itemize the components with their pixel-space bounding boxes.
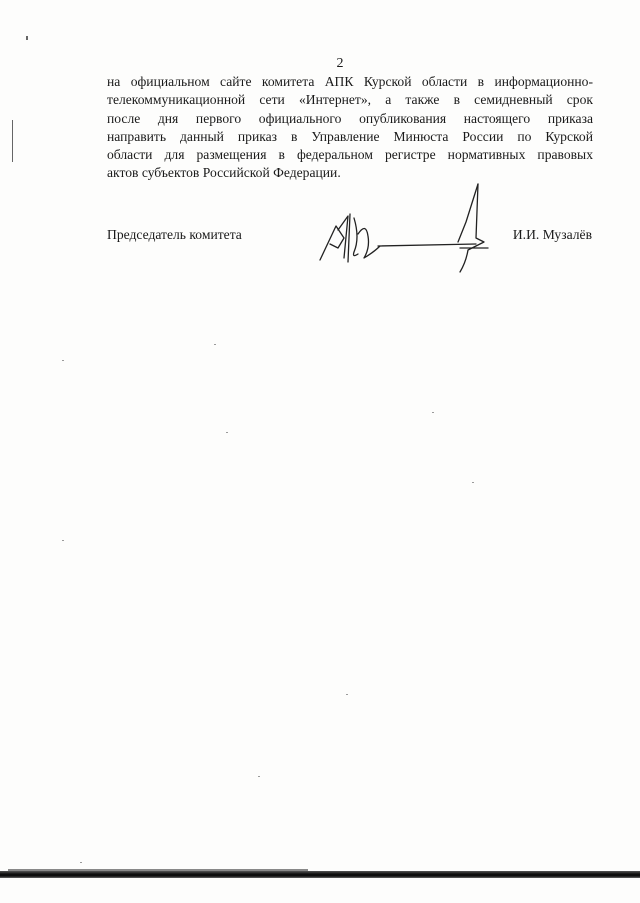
paragraph-line: на официальном сайте комитета АПК Курской области в информационно- (107, 74, 593, 89)
signature-name: И.И. Музалёв (512, 227, 592, 242)
scan-speck (80, 862, 82, 863)
scan-bottom-edge (0, 871, 640, 878)
paragraph-line: после дня первого официального опубликования настоящего приказа (107, 110, 593, 126)
scan-speck (62, 360, 64, 361)
scan-speck (258, 776, 260, 777)
body-paragraph (107, 73, 593, 183)
paragraph-line: актов субъектов Российской Федерации. (107, 165, 341, 181)
scan-speck (62, 540, 64, 541)
signature-title: Председатель комитета (107, 227, 242, 242)
scan-speck (226, 432, 228, 433)
handwritten-signature (308, 178, 498, 273)
scan-margin-mark (26, 36, 28, 40)
scan-speck (214, 344, 216, 345)
scan-speck (432, 412, 434, 413)
paragraph-line: области для размещения в федеральном регистре нормативных правовых (107, 147, 593, 163)
scan-speck (346, 694, 348, 695)
page-number: 2 (336, 56, 344, 71)
scan-speck (472, 482, 474, 483)
paragraph-line: направить данный приказ в Управление Минюста России по Курской (107, 128, 593, 144)
scan-margin-mark (12, 120, 13, 162)
paragraph-line: телекоммуникационной сети «Интернет», а также в семидневный срок (107, 92, 593, 108)
